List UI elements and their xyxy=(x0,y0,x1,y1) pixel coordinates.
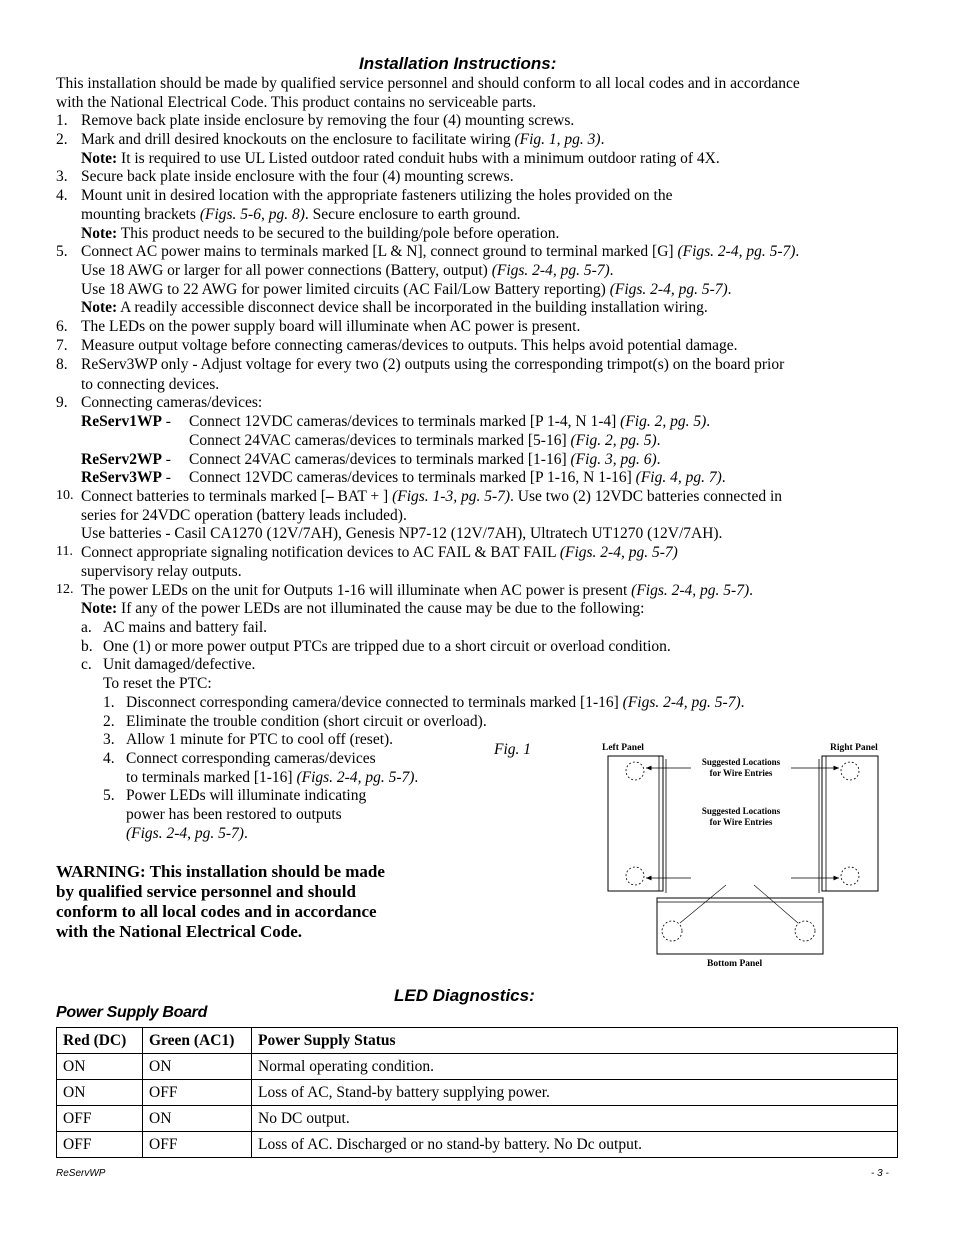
intro-line-2: with the National Electrical Code. This product contains no serviceable parts. xyxy=(56,94,537,111)
table-cell: Loss of AC, Stand-by battery supplying power. xyxy=(252,1080,898,1106)
step-number: 10. xyxy=(56,488,74,503)
warning-line-3: conform to all local codes and in accordance xyxy=(56,902,377,921)
step-5-line-3: Use 18 AWG to 22 AWG for power limited circuits (AC Fail/Low Battery reporting) (Figs. 2-4, pg. 5-7). xyxy=(81,281,732,298)
cause-c: Unit damaged/defective. xyxy=(103,656,256,673)
step-4-line-2: mounting brackets (Figs. 5-6, pg. 8). Secure enclosure to earth ground. xyxy=(81,206,521,223)
figure-caption: Fig. 1 xyxy=(494,741,532,758)
step-5-line-2: Use 18 AWG or larger for all power connections (Battery, output) (Figs. 2-4, pg. 5-7). xyxy=(81,262,614,279)
reset-step-5-line-2: power has been restored to outputs xyxy=(126,806,342,823)
bottom-panel-label: Bottom Panel xyxy=(707,959,763,969)
left-panel-label: Left Panel xyxy=(602,743,644,753)
intro-line-1: This installation should be made by qualified service personnel and should conform to all local codes and in accordance xyxy=(56,75,800,92)
enclosure-diagram xyxy=(595,738,895,973)
column-header: Green (AC1) xyxy=(143,1028,252,1054)
step-number: 8. xyxy=(56,356,68,373)
model-2-name: ReServ2WP - xyxy=(81,451,171,468)
installation-title: Installation Instructions: xyxy=(359,54,557,73)
led-diagnostics-title: LED Diagnostics: xyxy=(394,986,535,1005)
step-number: 1. xyxy=(56,112,68,129)
table-row xyxy=(57,1080,898,1106)
column-header: Red (DC) xyxy=(57,1028,143,1054)
step-4-line-1: Mount unit in desired location with the appropriate fasteners utilizing the holes provided on the xyxy=(81,187,673,204)
step-10-line-2: series for 24VDC operation (battery leads included). xyxy=(81,507,407,524)
step-10-line-3: Use batteries - Casil CA1270 (12V/7AH), Genesis NP7-12 (12V/7AH), Ultratech UT1270 (12V/7AH). xyxy=(81,525,723,542)
step-number: 2. xyxy=(56,131,68,148)
warning-line-4: with the National Electrical Code. xyxy=(56,922,302,941)
reset-number: 4. xyxy=(103,750,115,767)
sub-label: b. xyxy=(81,638,93,655)
reset-step-4-line-2: to terminals marked [1-16] (Figs. 2-4, pg. 5-7). xyxy=(126,769,419,786)
reset-number: 1. xyxy=(103,694,115,711)
table-cell: OFF xyxy=(143,1132,252,1158)
wire-entry-label-mid-2: for Wire Entries xyxy=(709,817,773,827)
reset-number: 3. xyxy=(103,731,115,748)
step-number: 12. xyxy=(56,582,74,597)
step-11-line-2: supervisory relay outputs. xyxy=(81,563,242,580)
step-number: 9. xyxy=(56,394,68,411)
step-6: The LEDs on the power supply board will illuminate when AC power is present. xyxy=(81,318,581,335)
table-cell: ON xyxy=(57,1080,143,1106)
footer-product-name: ReServWP xyxy=(56,1168,106,1179)
right-panel-label: Right Panel xyxy=(830,743,878,753)
reset-number: 2. xyxy=(103,713,115,730)
step-12-line-1: The power LEDs on the unit for Outputs 1-16 will illuminate when AC power is present (Figs. 2-4, pg. 5-7). xyxy=(81,582,753,599)
table-cell: No DC output. xyxy=(252,1106,898,1132)
step-2-note: Note: It is required to use UL Listed outdoor rated conduit hubs with a minimum outdoor rating of 4X. xyxy=(81,150,720,167)
step-number: 6. xyxy=(56,318,68,335)
step-5-line-1: Connect AC power mains to terminals marked [L & N], connect ground to terminal marked [G] (Figs. 2-4, pg. 5-7). xyxy=(81,243,800,260)
cause-a: AC mains and battery fail. xyxy=(103,619,267,636)
step-5-note: Note: A readily accessible disconnect device shall be incorporated in the building installation wiring. xyxy=(81,299,708,316)
step-9: Connecting cameras/devices: xyxy=(81,394,263,411)
table-cell: Loss of AC. Discharged or no stand-by battery. No Dc output. xyxy=(252,1132,898,1158)
wire-entry-label-top-1: Suggested Locations xyxy=(701,757,781,767)
model-2-line: Connect 24VAC cameras/devices to terminals marked [1-16] (Fig. 3, pg. 6). xyxy=(189,451,661,468)
reset-step-5-line-1: Power LEDs will illuminate indicating xyxy=(126,787,367,804)
step-1: Remove back plate inside enclosure by removing the four (4) mounting screws. xyxy=(81,112,575,129)
step-3: Secure back plate inside enclosure with the four (4) mounting screws. xyxy=(81,168,514,185)
reset-number: 5. xyxy=(103,787,115,804)
table-cell: OFF xyxy=(57,1132,143,1158)
step-number: 5. xyxy=(56,243,68,260)
footer-page-number: - 3 - xyxy=(871,1168,889,1179)
model-3-name: ReServ3WP - xyxy=(81,469,171,486)
wire-entry-label-mid-1: Suggested Locations xyxy=(701,806,781,816)
table-cell: ON xyxy=(143,1054,252,1080)
column-header: Power Supply Status xyxy=(252,1028,898,1054)
step-number: 4. xyxy=(56,187,68,204)
table-cell: OFF xyxy=(143,1080,252,1106)
left-panel xyxy=(608,756,663,891)
table-cell: ON xyxy=(143,1106,252,1132)
sub-label: c. xyxy=(81,656,92,673)
right-panel xyxy=(822,756,878,891)
sub-label: a. xyxy=(81,619,92,636)
reset-step-4-line-1: Connect corresponding cameras/devices xyxy=(126,750,376,767)
step-number: 11. xyxy=(56,544,73,559)
reset-step-1: Disconnect corresponding camera/device connected to terminals marked [1-16] (Figs. 2-4, pg. 5-7). xyxy=(126,694,745,711)
table-header-row xyxy=(57,1028,898,1054)
warning-line-1: WARNING: This installation should be made xyxy=(56,862,385,881)
table-row xyxy=(57,1132,898,1158)
led-diagnostics-table xyxy=(56,1027,898,1158)
cause-b: One (1) or more power output PTCs are tripped due to a short circuit or overload condition. xyxy=(103,638,671,655)
power-supply-board-heading: Power Supply Board xyxy=(56,1004,208,1021)
reset-step-5-line-3: (Figs. 2-4, pg. 5-7). xyxy=(126,825,248,842)
step-2: Mark and drill desired knockouts on the enclosure to facilitate wiring (Fig. 1, pg. 3). xyxy=(81,131,605,148)
warning-line-2: by qualified service personnel and should xyxy=(56,882,356,901)
table-cell: Normal operating condition. xyxy=(252,1054,898,1080)
step-11-line-1: Connect appropriate signaling notification devices to AC FAIL & BAT FAIL (Figs. 2-4, pg. 5-7) xyxy=(81,544,678,561)
step-4-note: Note: This product needs to be secured to the building/pole before operation. xyxy=(81,225,560,242)
wire-entry-label-top-2: for Wire Entries xyxy=(709,768,773,778)
table-row xyxy=(57,1106,898,1132)
warning-block xyxy=(56,862,385,942)
model-1-name: ReServ1WP - xyxy=(81,413,171,430)
reset-heading: To reset the PTC: xyxy=(103,675,212,692)
step-10-line-1: Connect batteries to terminals marked [– BAT + ] (Figs. 1-3, pg. 5-7). Use two (2) 12VDC batteries connected in xyxy=(81,488,783,505)
reset-step-2: Eliminate the trouble condition (short circuit or overload). xyxy=(126,713,487,730)
model-1-line-2: Connect 24VAC cameras/devices to terminals marked [5-16] (Fig. 2, pg. 5). xyxy=(189,432,661,449)
step-7: Measure output voltage before connecting cameras/devices to outputs. This helps avoid potential damage. xyxy=(81,337,738,354)
table-cell: OFF xyxy=(57,1106,143,1132)
step-8-line-1: ReServ3WP only - Adjust voltage for every two (2) outputs using the corresponding trimpot(s) on the board prior xyxy=(81,356,785,373)
bottom-panel xyxy=(657,898,823,954)
table-row xyxy=(57,1054,898,1080)
step-8-line-2: to connecting devices. xyxy=(81,376,220,393)
model-1-line-1: Connect 12VDC cameras/devices to terminals marked [P 1-4, N 1-4] (Fig. 2, pg. 5). xyxy=(189,413,711,430)
step-number: 7. xyxy=(56,337,68,354)
reset-step-3: Allow 1 minute for PTC to cool off (reset). xyxy=(126,731,394,748)
table-cell: ON xyxy=(57,1054,143,1080)
model-3-line: Connect 12VDC cameras/devices to terminals marked [P 1-16, N 1-16] (Fig. 4, pg. 7). xyxy=(189,469,726,486)
step-number: 3. xyxy=(56,168,68,185)
step-12-note: Note: If any of the power LEDs are not illuminated the cause may be due to the following: xyxy=(81,600,645,617)
